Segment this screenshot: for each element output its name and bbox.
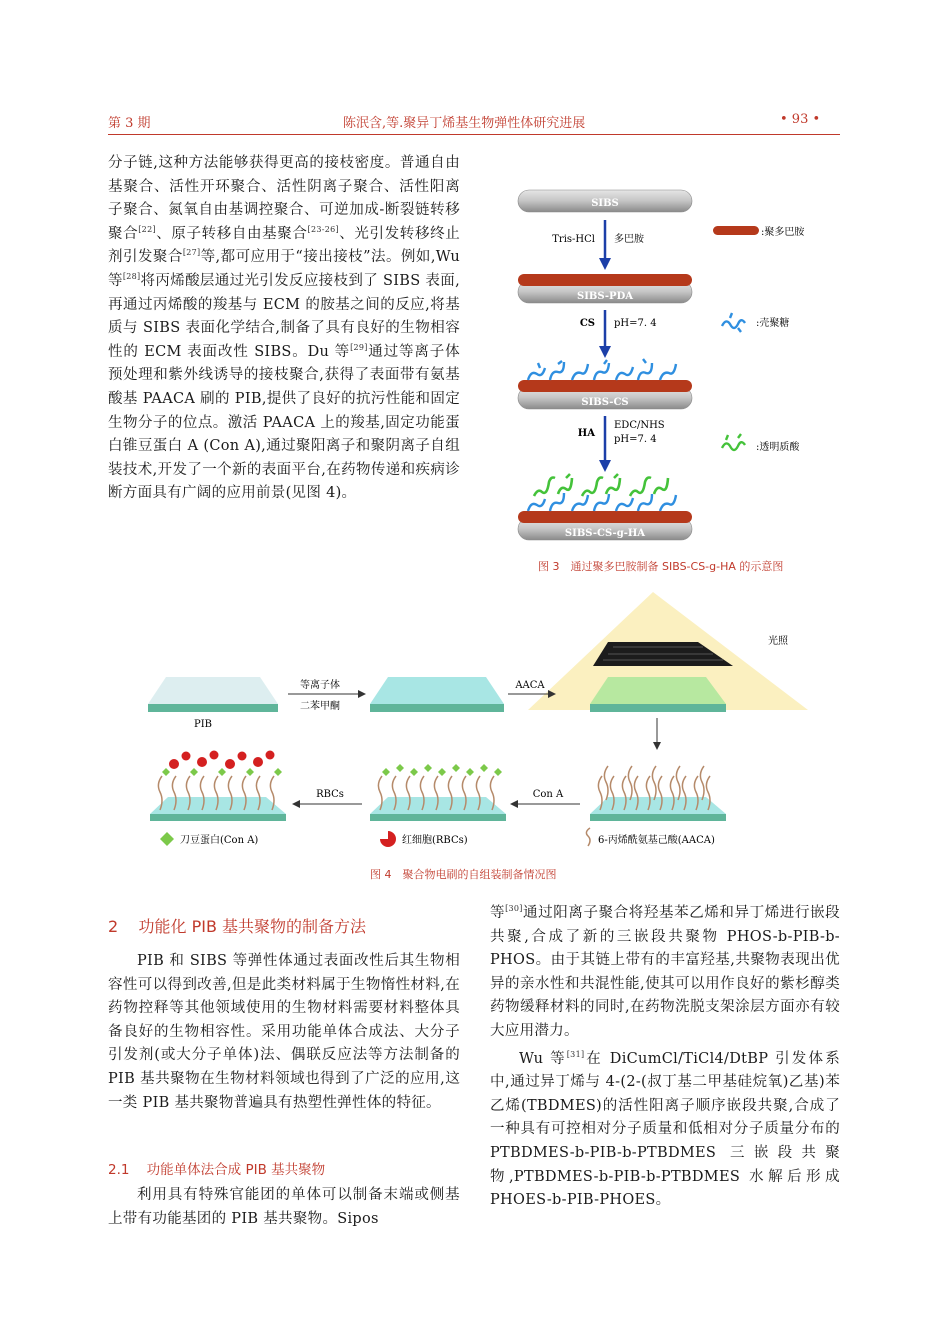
figure-4 xyxy=(108,592,840,854)
activated-substrate-top xyxy=(370,677,504,704)
pib-substrate-side xyxy=(148,704,278,712)
red-blood-cells xyxy=(169,751,275,770)
svg-text:6-丙烯酰氨基己酸(AACA): 6-丙烯酰氨基己酸(AACA) xyxy=(598,835,715,846)
svg-text:pH=7. 4: pH=7. 4 xyxy=(614,434,657,445)
brush-substrate-side xyxy=(370,814,506,821)
paragraph: 等[30]通过阳离子聚合将羟基苯乙烯和异丁烯进行嵌段共聚,合成了新的三嵌段共聚物 PHOS-b-PIB-b-PHOS。由于其链上带有的丰富羟基,共聚物表现出优异的亲水性和共混性能,使其可以用作良好的紫杉醇类药物缓释材料的同时,在药物洗脱支架涂层方面亦有较大应用潜力。 xyxy=(490,904,840,1039)
header-rule xyxy=(108,134,840,135)
svg-text:Con A: Con A xyxy=(532,789,564,800)
svg-text:PIB: PIB xyxy=(193,719,213,730)
arrow-head xyxy=(510,800,518,808)
pda-coating xyxy=(518,511,692,523)
pib-substrate-top xyxy=(148,677,278,704)
hyaluronic-acid-legend-icon xyxy=(722,434,745,450)
rbc-legend-icon xyxy=(380,831,396,847)
svg-text:AACA: AACA xyxy=(515,680,545,691)
hyaluronic-acid-chains xyxy=(534,474,668,496)
brush-substrate-side xyxy=(150,814,286,821)
svg-text:EDC/NHS: EDC/NHS xyxy=(614,420,665,431)
arrow-head xyxy=(599,258,611,270)
paragraph: PIB 和 SIBS 等弹性体通过表面改性后其生物相容性可以得到改善,但是此类材料属于生物惰性材料,在药物控释等其他领域使用的生物材料需要材料整体具备良好的生物相容性。采用功能单体合成法、大分子引发剂(或大分子单体)法、偶联反应法等方法制备的 PIB 基共聚物在生物材料领域也得到了广泛的应用,这一类 PIB 基共聚物普遍具有热塑性弹性体的特征。 xyxy=(108,953,460,1111)
svg-text:Tris-HCl: Tris-HCl xyxy=(552,234,595,245)
svg-text:pH=7. 4: pH=7. 4 xyxy=(614,318,657,329)
svg-text:SIBS-CS-g-HA: SIBS-CS-g-HA xyxy=(564,528,646,539)
con-a-proteins xyxy=(162,768,282,776)
aaca-substrate-side xyxy=(590,704,726,712)
arrow-head xyxy=(292,800,300,808)
svg-text:HA: HA xyxy=(577,428,595,439)
section-heading: 2 功能化 PIB 基共聚物的制备方法 xyxy=(108,917,367,936)
svg-text:CS: CS xyxy=(579,318,595,329)
svg-text::透明质酸: :透明质酸 xyxy=(756,442,800,453)
page-number: • 93 • xyxy=(780,112,821,127)
con-a-legend-icon xyxy=(160,832,174,846)
arrow-head xyxy=(599,346,611,358)
con-a-proteins xyxy=(382,764,502,776)
pda-coating xyxy=(518,380,692,392)
paragraph: Wu 等[31]在 DiCumCl/TiCl4/DtBP 引发体系中,通过异丁烯与 4-(2-(叔丁基二甲基硅烷氧)乙基)苯乙烯(TBDMES)的活性阳离子顺序嵌段共聚,合成了一种具有可控相对分子质量和低相对分子质量分布的 PTBDMES-b-PIB-b-PTBDMES 三嵌段共聚物,PTBDMES-b-PIB-b-PTBDMES 水解后形成 PHOES-b-PIB-PHOES。 xyxy=(490,1049,840,1209)
svg-text:多巴胺: 多巴胺 xyxy=(614,234,644,245)
svg-text:SIBS-CS: SIBS-CS xyxy=(581,397,629,408)
aaca-substrate-top xyxy=(590,677,726,704)
svg-text:红细胞(RBCs): 红细胞(RBCs) xyxy=(402,835,468,846)
brush-substrate-top xyxy=(590,797,726,814)
svg-text:等离子体: 等离子体 xyxy=(300,680,340,691)
svg-text:刀豆蛋白(Con A): 刀豆蛋白(Con A) xyxy=(180,835,259,846)
figure-3-caption: 图 3 通过聚多巴胺制备 SIBS-CS-g-HA 的示意图 xyxy=(538,560,784,573)
svg-text::聚多巴胺: :聚多巴胺 xyxy=(761,227,805,238)
chitosan-legend-icon xyxy=(722,313,745,332)
paragraph: 分子链,这种方法能够获得更高的接枝密度。普通自由基聚合、活性开环聚合、活性阴离子聚合、活性阳离子聚合、氮氧自由基调控聚合、可逆加成-断裂链转移聚合[22]、原子转移自由基聚合[23-26]、光引发转移终止剂引发聚合[27]等,都可应用于“接出接枝”法。例如,Wu 等[28]将丙烯酸层通过光引发反应接枝到了 SIBS 表面,再通过丙烯酸的羧基与 ECM 的胺基之间的反应,将基质与 SIBS 表面化学结合,制备了具有良好的生物相容性的 ECM 表面改性 SIBS。Du 等[29]通过等离子体预处理和紫外线诱导的接枝聚合,获得了表面带有氨基酸基 PAACA 刷的 PIB,提供了良好的抗污性能和固定生物分子的位点。激活 PAACA 上的羧基,固定功能蛋白锥豆蛋白 A (Con A),通过聚阳离子和聚阴离子自组装技术,开发了一个新的表面平台,在药物传递和疾病诊断方面具有广阔的应用前景(见图 4)。 xyxy=(108,155,461,502)
svg-text:二苯甲酮: 二苯甲酮 xyxy=(300,701,340,712)
figure-4-caption: 图 4 聚合物电刷的自组装制备情况图 xyxy=(370,868,557,881)
arrow-head xyxy=(358,690,366,698)
left-column-body xyxy=(108,152,460,506)
journal-issue: 第 3 期 xyxy=(108,116,151,131)
subsection-heading: 2.1 功能单体法合成 PIB 基共聚物 xyxy=(108,1162,326,1178)
pda-legend-swatch xyxy=(713,226,759,235)
chitosan-chains xyxy=(528,493,676,511)
arrow-head xyxy=(599,460,611,472)
right-column-body xyxy=(490,902,840,1213)
chitosan-chains xyxy=(528,359,676,380)
svg-text::壳聚糖: :壳聚糖 xyxy=(756,318,790,329)
running-title: 陈泯含,等.聚异丁烯基生物弹性体研究进展 xyxy=(343,116,586,131)
subsection-body xyxy=(108,1184,460,1231)
paragraph: 利用具有特殊官能团的单体可以制备末端或侧基上带有功能基团的 PIB 基共聚物。Sipos xyxy=(108,1187,460,1227)
figure-3 xyxy=(500,178,840,558)
svg-text:RBCs: RBCs xyxy=(316,789,344,800)
arrow-head xyxy=(653,742,661,750)
section-2-body xyxy=(108,950,460,1115)
svg-text:SIBS-PDA: SIBS-PDA xyxy=(576,291,634,302)
layer-label: SIBS xyxy=(591,198,619,209)
activated-substrate-side xyxy=(370,704,504,712)
svg-text:光照: 光照 xyxy=(768,636,788,647)
pda-coating xyxy=(518,274,692,286)
aaca-legend-icon xyxy=(586,828,590,846)
brush-substrate-side xyxy=(590,814,726,821)
